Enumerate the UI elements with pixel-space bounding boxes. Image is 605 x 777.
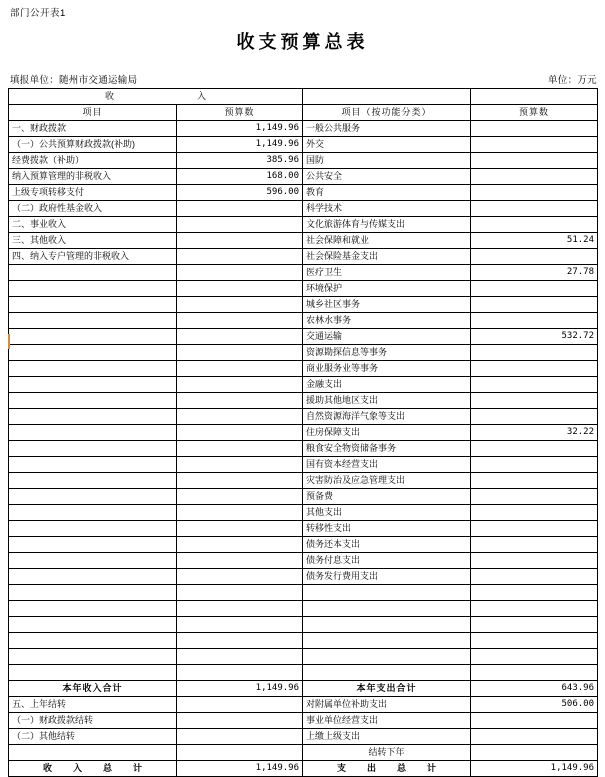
income-item-value (177, 441, 303, 457)
expense-item-value (471, 297, 598, 313)
expense-item-label (303, 585, 471, 601)
income-item-value (177, 665, 303, 681)
expense-grand-total-value: 1,149.96 (471, 761, 598, 777)
expense-item-label: 国有资本经营支出 (303, 457, 471, 473)
income-item-label (9, 537, 177, 553)
table-row (9, 361, 598, 377)
expense-band-left (303, 89, 471, 105)
expense-item-value (471, 537, 598, 553)
expense-item-label (303, 601, 471, 617)
expense-item-value (471, 521, 598, 537)
income-item-value (177, 201, 303, 217)
income-item-label (9, 329, 177, 345)
income-item-label: 二、事业收入 (9, 217, 177, 233)
expense-item-label: 商业服务业等事务 (303, 361, 471, 377)
header-income-item: 项目 (9, 105, 177, 121)
income-item-value (177, 745, 303, 761)
income-band-label: 收 入 (9, 89, 303, 105)
expense-item-label: 自然资源海洋气象等支出 (303, 409, 471, 425)
table-row (9, 665, 598, 681)
expense-item-value (471, 121, 598, 137)
table-body (9, 89, 598, 777)
expense-item-label (303, 617, 471, 633)
expense-item-value (471, 345, 598, 361)
table-row (9, 201, 598, 217)
expense-item-label: 债务还本支出 (303, 537, 471, 553)
table-row (9, 153, 598, 169)
income-grand-total-value: 1,149.96 (177, 761, 303, 777)
expense-subtotal-value: 643.96 (471, 681, 598, 697)
income-item-value: 596.00 (177, 185, 303, 201)
income-item-value (177, 569, 303, 585)
income-item-label (9, 313, 177, 329)
expense-item-label: 科学技术 (303, 201, 471, 217)
table-row (9, 425, 598, 441)
expense-item-label: 农林水事务 (303, 313, 471, 329)
expense-item-value: 532.72 (471, 329, 598, 345)
income-item-label (9, 377, 177, 393)
expense-item-label: 债务发行费用支出 (303, 569, 471, 585)
income-item-value (177, 633, 303, 649)
expense-item-label: 交通运输 (303, 329, 471, 345)
expense-subtotal-label: 本年支出合计 (303, 681, 471, 697)
expense-item-value (471, 489, 598, 505)
income-item-label (9, 585, 177, 601)
expense-item-label: 其他支出 (303, 505, 471, 521)
table-row (9, 185, 598, 201)
income-item-label: 三、其他收入 (9, 233, 177, 249)
income-item-label: （一）财政拨款结转 (9, 713, 177, 729)
expense-item-value (471, 601, 598, 617)
income-item-label: 纳入预算管理的非税收入 (9, 169, 177, 185)
income-item-label (9, 265, 177, 281)
expense-item-value (471, 617, 598, 633)
header-expense-item: 项目（按功能分类） (303, 105, 471, 121)
income-item-label (9, 745, 177, 761)
band-row (9, 89, 598, 105)
table-row (9, 217, 598, 233)
income-item-value (177, 329, 303, 345)
expense-item-label: 教育 (303, 185, 471, 201)
table-row (9, 313, 598, 329)
expense-item-value (471, 313, 598, 329)
table-row (9, 473, 598, 489)
expense-item-value (471, 361, 598, 377)
expense-item-value: 51.24 (471, 233, 598, 249)
table-row (9, 249, 598, 265)
expense-item-label: 援助其他地区支出 (303, 393, 471, 409)
table-row (9, 633, 598, 649)
table-row (9, 265, 598, 281)
table-row (9, 649, 598, 665)
expense-item-value: 32.22 (471, 425, 598, 441)
table-row (9, 537, 598, 553)
grand-total-row (9, 761, 598, 777)
expense-item-value (471, 713, 598, 729)
income-item-label (9, 345, 177, 361)
table-row (9, 297, 598, 313)
income-item-value (177, 649, 303, 665)
income-item-label (9, 489, 177, 505)
expense-item-value (471, 553, 598, 569)
expense-item-label: 灾害防治及应急管理支出 (303, 473, 471, 489)
expense-item-value (471, 201, 598, 217)
expense-item-value (471, 649, 598, 665)
income-item-value (177, 537, 303, 553)
income-item-value (177, 425, 303, 441)
expense-item-value (471, 585, 598, 601)
income-item-value (177, 361, 303, 377)
income-item-value (177, 409, 303, 425)
income-item-label (9, 617, 177, 633)
income-item-label (9, 281, 177, 297)
table-row (9, 345, 598, 361)
income-item-value (177, 489, 303, 505)
expense-item-value (471, 569, 598, 585)
header-income-budget: 预算数 (177, 105, 303, 121)
expense-item-value: 27.78 (471, 265, 598, 281)
income-item-label (9, 441, 177, 457)
expense-item-value (471, 377, 598, 393)
expense-item-label: 环境保护 (303, 281, 471, 297)
income-item-label: （二）政府性基金收入 (9, 201, 177, 217)
table-row (9, 121, 598, 137)
budget-table (8, 88, 598, 777)
table-row (9, 441, 598, 457)
expense-item-label: 对附属单位补助支出 (303, 697, 471, 713)
income-item-label: （一）公共预算财政拨款(补助) (9, 137, 177, 153)
income-item-value (177, 457, 303, 473)
header-row (9, 105, 598, 121)
table-row (9, 281, 598, 297)
income-item-label (9, 409, 177, 425)
income-item-value: 1,149.96 (177, 121, 303, 137)
income-item-label: 一、财政拨款 (9, 121, 177, 137)
income-item-label (9, 297, 177, 313)
expense-item-label: 粮食安全物资储备事务 (303, 441, 471, 457)
expense-item-label (303, 633, 471, 649)
income-item-value (177, 473, 303, 489)
expense-item-value (471, 217, 598, 233)
table-row (9, 233, 598, 249)
expense-item-label: 文化旅游体育与传媒支出 (303, 217, 471, 233)
amount-unit-label: 单位：万元 (547, 75, 597, 86)
table-row (9, 569, 598, 585)
table-row (9, 585, 598, 601)
expense-item-label: 公共安全 (303, 169, 471, 185)
expense-item-label: 预备费 (303, 489, 471, 505)
table-row (9, 745, 598, 761)
income-item-label (9, 521, 177, 537)
income-item-label (9, 633, 177, 649)
income-item-value: 168.00 (177, 169, 303, 185)
income-item-value: 1,149.96 (177, 137, 303, 153)
meta-row (0, 72, 605, 86)
income-item-value (177, 585, 303, 601)
income-item-value: 385.96 (177, 153, 303, 169)
income-item-label (9, 553, 177, 569)
expense-item-label: 社会保险基金支出 (303, 249, 471, 265)
income-item-label: 五、上年结转 (9, 697, 177, 713)
income-item-value (177, 729, 303, 745)
income-item-label (9, 505, 177, 521)
income-item-value (177, 617, 303, 633)
expense-item-value (471, 409, 598, 425)
table-row (9, 329, 598, 345)
income-item-value (177, 713, 303, 729)
expense-grand-total-label: 支 出 总 计 (303, 761, 471, 777)
subtotal-row (9, 681, 598, 697)
table-row (9, 713, 598, 729)
expense-item-value: 506.00 (471, 697, 598, 713)
table-row (9, 137, 598, 153)
expense-item-value (471, 457, 598, 473)
expense-item-label (303, 665, 471, 681)
expense-item-label (303, 649, 471, 665)
income-item-value (177, 265, 303, 281)
income-item-label (9, 601, 177, 617)
table-row (9, 457, 598, 473)
income-item-label (9, 569, 177, 585)
expense-item-label: 社会保障和就业 (303, 233, 471, 249)
income-item-value (177, 217, 303, 233)
income-item-value (177, 697, 303, 713)
table-row (9, 393, 598, 409)
income-item-value (177, 601, 303, 617)
income-item-value (177, 233, 303, 249)
income-item-label (9, 665, 177, 681)
table-row (9, 617, 598, 633)
income-item-value (177, 281, 303, 297)
document-tag: 部门公开表1 (10, 8, 66, 19)
income-item-label: 上级专项转移支付 (9, 185, 177, 201)
expense-item-label: 城乡社区事务 (303, 297, 471, 313)
expense-item-label: 外交 (303, 137, 471, 153)
table-row (9, 521, 598, 537)
expense-item-label: 转移性支出 (303, 521, 471, 537)
expense-item-label: 债务付息支出 (303, 553, 471, 569)
table-row (9, 601, 598, 617)
table-row (9, 697, 598, 713)
table-row (9, 377, 598, 393)
expense-item-value (471, 249, 598, 265)
table-row (9, 553, 598, 569)
expense-band-right (471, 89, 598, 105)
expense-item-value (471, 473, 598, 489)
expense-item-value (471, 169, 598, 185)
income-item-label (9, 361, 177, 377)
income-item-label (9, 473, 177, 489)
reporting-unit-label: 填报单位：随州市交通运输局 (10, 75, 138, 86)
table-row (9, 409, 598, 425)
row-marker (8, 334, 10, 349)
expense-item-value (471, 665, 598, 681)
header-expense-budget: 预算数 (471, 105, 598, 121)
income-item-value (177, 505, 303, 521)
income-subtotal-label: 本年收入合计 (9, 681, 177, 697)
expense-item-value (471, 745, 598, 761)
income-item-label: 经费拨款（补助） (9, 153, 177, 169)
expense-item-value (471, 633, 598, 649)
income-subtotal-value: 1,149.96 (177, 681, 303, 697)
expense-item-label: 结转下年 (303, 745, 471, 761)
table-row (9, 505, 598, 521)
expense-item-value (471, 441, 598, 457)
income-item-label (9, 425, 177, 441)
income-item-value (177, 297, 303, 313)
income-item-label: （二）其他结转 (9, 729, 177, 745)
income-item-value (177, 553, 303, 569)
income-item-value (177, 393, 303, 409)
page-title: 收支预算总表 (236, 32, 369, 52)
expense-item-value (471, 137, 598, 153)
income-item-label: 四、纳入专户管理的非税收入 (9, 249, 177, 265)
expense-item-value (471, 185, 598, 201)
table-row (9, 489, 598, 505)
income-item-label (9, 457, 177, 473)
expense-item-value (471, 281, 598, 297)
expense-item-label: 住房保障支出 (303, 425, 471, 441)
income-item-label (9, 393, 177, 409)
expense-item-label: 事业单位经营支出 (303, 713, 471, 729)
expense-item-label: 医疗卫生 (303, 265, 471, 281)
income-item-label (9, 649, 177, 665)
expense-item-value (471, 393, 598, 409)
expense-item-value (471, 505, 598, 521)
income-item-value (177, 377, 303, 393)
expense-item-value (471, 153, 598, 169)
table-row (9, 169, 598, 185)
expense-item-label: 国防 (303, 153, 471, 169)
income-item-value (177, 345, 303, 361)
expense-item-label: 资源勘探信息等事务 (303, 345, 471, 361)
income-item-value (177, 521, 303, 537)
income-grand-total-label: 收 入 总 计 (9, 761, 177, 777)
table-row (9, 729, 598, 745)
expense-item-label: 金融支出 (303, 377, 471, 393)
income-item-value (177, 249, 303, 265)
expense-item-label: 一般公共服务 (303, 121, 471, 137)
income-item-value (177, 313, 303, 329)
expense-item-label: 上缴上级支出 (303, 729, 471, 745)
expense-item-value (471, 729, 598, 745)
